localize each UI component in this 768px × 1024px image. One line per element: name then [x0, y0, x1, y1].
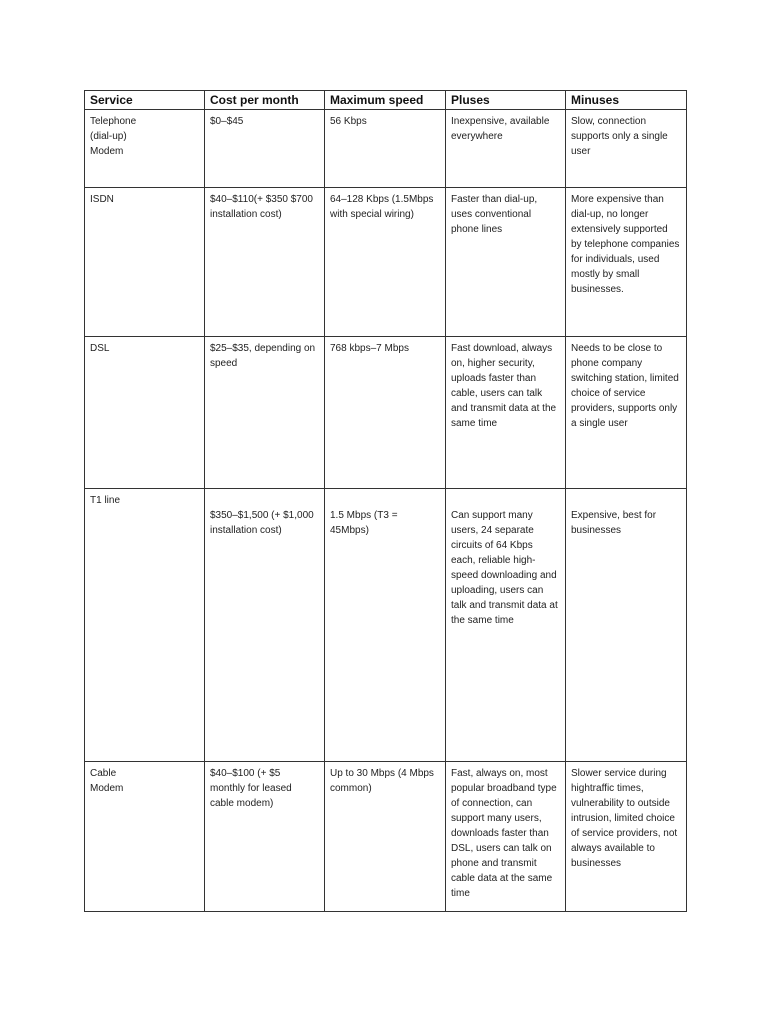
cell-pluses: [446, 337, 566, 489]
cell-pluses: [446, 762, 566, 912]
internet-services-table: [84, 90, 687, 912]
cost-text: $40–$100 (+ $5 monthly for leased cable modem): [210, 768, 292, 809]
pluses-text: Faster than dial-up, uses conventional phone lines: [451, 194, 538, 235]
cell-minuses: [566, 188, 687, 337]
cell-pluses: [446, 188, 566, 337]
pluses-text: Fast, always on, most popular broadband type of connection, can support many users, downloads faster than DSL, users can talk on phone and transmit cable data at the same time: [451, 768, 557, 899]
minuses-text: Needs to be close to phone company switching station, limited choice of service providers, supports only a single user: [571, 343, 679, 429]
cost-text: $25–$35, depending on speed: [210, 343, 316, 369]
header-service: Service: [85, 91, 205, 110]
cell-speed: [325, 489, 446, 762]
cell-service: [85, 110, 205, 188]
cell-speed: [325, 337, 446, 489]
cell-cost: [205, 110, 325, 188]
table-row: [85, 762, 687, 912]
cell-minuses: [566, 337, 687, 489]
header-minuses: Minuses: [566, 91, 687, 110]
speed-text: 768 kbps–7 Mbps: [330, 343, 409, 354]
speed-text: 1.5 Mbps (T3 = 45Mbps): [330, 510, 398, 536]
cell-cost: [205, 337, 325, 489]
cell-service: [85, 188, 205, 337]
pluses-text: Inexpensive, available everywhere: [451, 116, 550, 142]
minuses-text: Expensive, best for businesses: [571, 510, 657, 536]
cell-minuses: [566, 110, 687, 188]
service-text: DSL: [90, 343, 110, 354]
cell-minuses: [566, 489, 687, 762]
table-row: [85, 489, 687, 762]
table-row: [85, 188, 687, 337]
minuses-text: Slower service during hightraffic times, vulnerability to outside intrusion, limited choice of service providers, not always available to businesses: [571, 768, 678, 869]
cell-speed: [325, 762, 446, 912]
service-text: Telephone (dial-up) Modem: [90, 116, 137, 157]
speed-text: Up to 30 Mbps (4 Mbps common): [330, 768, 434, 794]
pluses-text: Can support many users, 24 separate circuits of 64 Kbps each, reliable high-speed downloading and uploading, users can talk and transmit data at the same time: [451, 510, 558, 626]
cell-service: [85, 489, 205, 762]
cell-pluses: [446, 489, 566, 762]
cell-cost: [205, 762, 325, 912]
cell-speed: [325, 110, 446, 188]
minuses-text: More expensive than dial-up, no longer extensively supported by telephone companies for individuals, used mostly by small businesses.: [571, 194, 680, 295]
cell-cost: [205, 188, 325, 337]
speed-text: 56 Kbps: [330, 116, 367, 127]
cost-text: $40–$110(+ $350 $700 installation cost): [210, 194, 313, 220]
cell-service: [85, 337, 205, 489]
table-row: [85, 337, 687, 489]
service-text: T1 line: [90, 495, 121, 506]
cost-text: $350–$1,500 (+ $1,000 installation cost): [210, 510, 314, 536]
speed-text: 64–128 Kbps (1.5Mbps with special wiring): [330, 194, 434, 220]
table-header-row: [85, 91, 687, 110]
header-pluses: Pluses: [446, 91, 566, 110]
cost-text: $0–$45: [210, 116, 244, 127]
cell-service: [85, 762, 205, 912]
pluses-text: Fast download, always on, higher security, uploads faster than cable, users can talk and transmit data at the same time: [451, 343, 557, 429]
header-cost-per-month: Cost per month: [205, 91, 325, 110]
header-maximum-speed: Maximum speed: [325, 91, 446, 110]
cell-speed: [325, 188, 446, 337]
minuses-text: Slow, connection supports only a single user: [571, 116, 668, 157]
service-text: Cable Modem: [90, 768, 124, 794]
cell-cost: [205, 489, 325, 762]
cell-minuses: [566, 762, 687, 912]
cell-pluses: [446, 110, 566, 188]
service-text: ISDN: [90, 194, 114, 205]
table-row: [85, 110, 687, 188]
